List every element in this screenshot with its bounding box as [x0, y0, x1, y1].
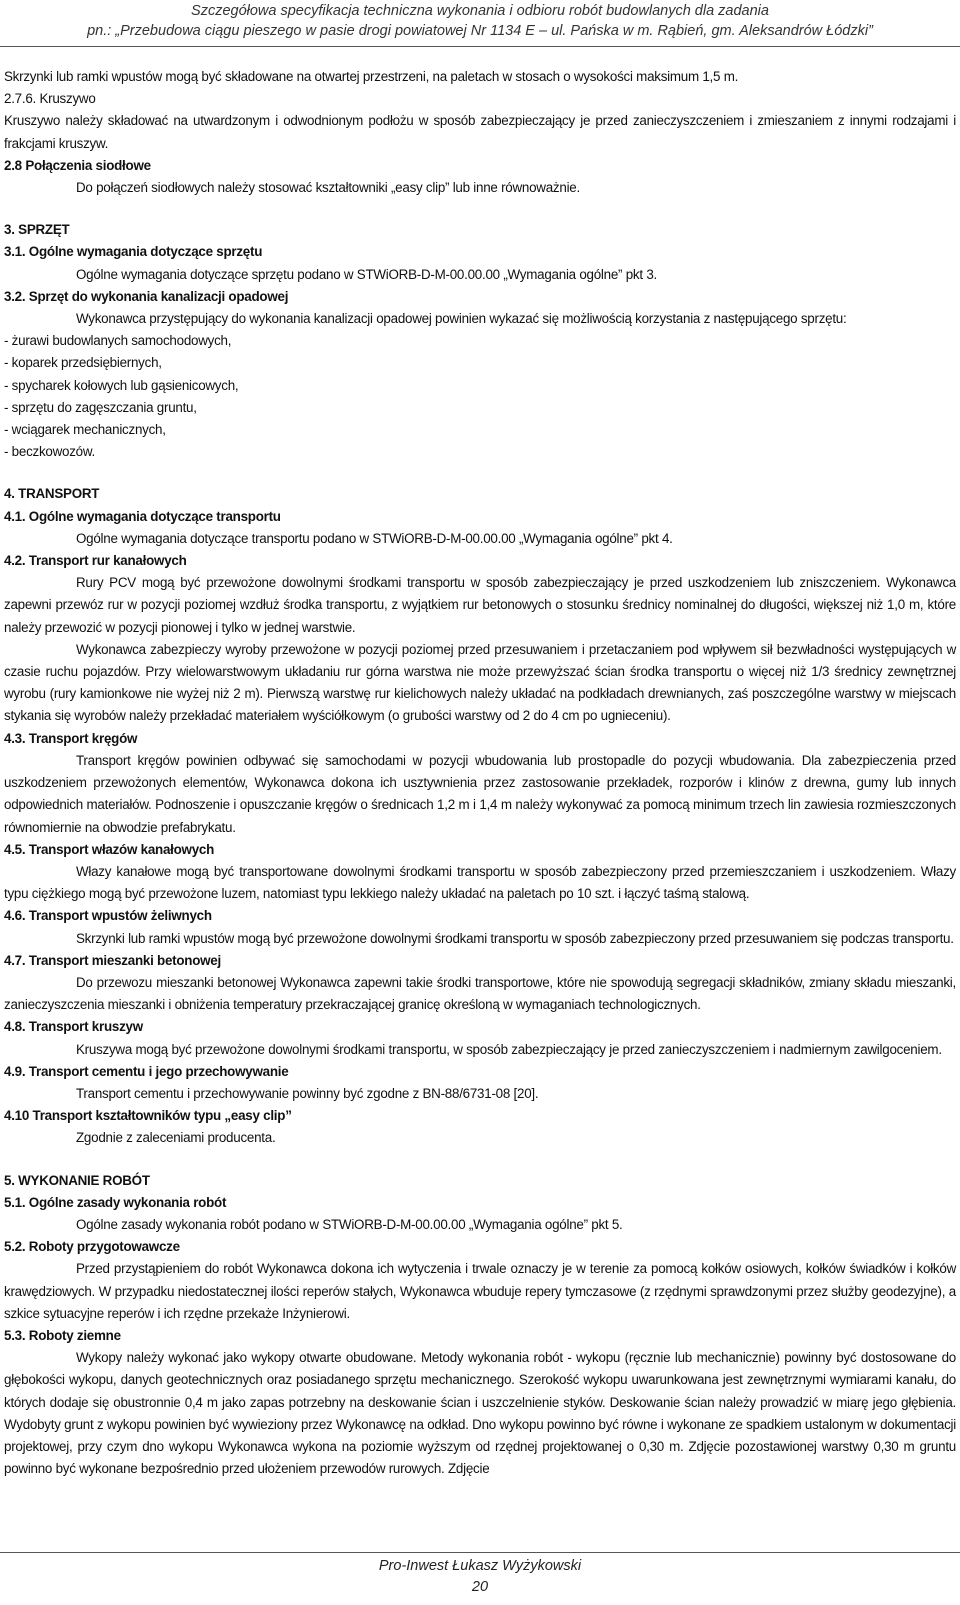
list-item: - beczkowozów.	[4, 444, 96, 460]
paragraph: Do przewozu mieszanki betonowej Wykonawca zapewni takie środki transportowe, które nie spowodują segregacji składników, zmiany składu mieszanki, zanieczyszczenia mieszanki i obniżenia temperatury przekraczającej granicę określoną w wymaganiach technologicznych.	[4, 974, 956, 1013]
spacer	[4, 1150, 956, 1170]
section-heading: 5.3. Roboty ziemne	[4, 1327, 121, 1343]
section-heading: 2.8 Połączenia siodłowe	[4, 157, 151, 173]
list-item: - sprzętu do zagęszczania gruntu,	[4, 399, 197, 415]
spacer	[4, 199, 956, 219]
paragraph: Włazy kanałowe mogą być transportowane dowolnymi środkami transportu w sposób zabezpieczony przed przemieszczaniem i uszkodzeniem. Włazy typu ciężkiego mogą być przewożone luzem, natomiast typu lekkiego należy układać na paletach po 10 szt. i łączyć taśmą stalową.	[4, 863, 956, 902]
section-heading: 4.10 Transport kształtowników typu „easy clip”	[4, 1108, 292, 1124]
list-item: - żurawi budowlanych samochodowych,	[4, 333, 232, 349]
section-heading: 4.5. Transport włazów kanałowych	[4, 841, 215, 857]
page-header	[0, 0, 960, 41]
paragraph: Rury PCV mogą być przewożone dowolnymi środkami transportu w sposób zabezpieczający je przed uszkodzeniem lub zniszczeniem. Wykonawca zapewni przewóz rur w pozycji poziomej wzdłuż środka transportu, z wyjątkiem rur betonowych o stosunku średnicy nominalnej do długości, większej niż 1,0 m, które należy przewozić w pozycji pionowej i tylko w jednej warstwie.	[4, 575, 956, 635]
section-heading: 5.1. Ogólne zasady wykonania robót	[4, 1194, 227, 1210]
section-heading: 4.9. Transport cementu i jego przechowywanie	[4, 1063, 289, 1079]
paragraph: Kruszywa mogą być przewożone dowolnymi środkami transportu, w sposób zabezpieczający je przed zanieczyszczeniem i nadmiernym zawilgoceniem.	[76, 1041, 942, 1057]
list-item: - koparek przedsiębiernych,	[4, 355, 162, 371]
page-number: 20	[471, 1579, 489, 1595]
paragraph: Wykonawca przystępujący do wykonania kanalizacji opadowej powinien wykazać się możliwością korzystania z następującego sprzętu:	[76, 311, 847, 327]
paragraph: Skrzynki lub ramki wpustów mogą być przewożone dowolnymi środkami transportu w sposób zabezpieczony przed przesuwaniem się podczas transportu.	[76, 930, 954, 946]
section-heading: 3.2. Sprzęt do wykonania kanalizacji opadowej	[4, 288, 289, 304]
paragraph: Transport cementu i przechowywanie powinny być zgodne z BN-88/6731-08 [20].	[76, 1085, 539, 1101]
paragraph: Do połączeń siodłowych należy stosować kształtowniki „easy clip” lub inne równoważnie.	[76, 180, 580, 196]
section-heading: 2.7.6. Kruszywo	[4, 91, 96, 107]
paragraph: Ogólne wymagania dotyczące sprzętu podano w STWiORB-D-M-00.00.00 „Wymagania ogólne” pkt 3.	[76, 266, 657, 282]
section-heading: 4.6. Transport wpustów żeliwnych	[4, 908, 212, 924]
paragraph: Transport kręgów powinien odbywać się samochodami w pozycji wbudowania lub prostopadle do pozycji wbudowania. Dla zabezpieczenia przed uszkodzeniem przewożonych elementów, Wykonawca dokona ich usztywnienia przez zastosowanie przekładek, rozporów i klinów z drewna, gumy lub innych odpowiednich materiałów. Podnoszenie i opuszczanie kręgów o średnicach 1,2 m i 1,4 m należy wykonywać za pomocą minimum trzech lin zawiesia rozmieszczonych równomiernie na obwodzie prefabrykatu.	[4, 752, 956, 835]
document-body	[4, 66, 956, 1480]
list-item: - wciągarek mechanicznych,	[4, 422, 166, 438]
section-heading: 4.8. Transport kruszyw	[4, 1019, 143, 1035]
footer-author: Pro-Inwest Łukasz Wyżykowski	[378, 1558, 582, 1574]
spacer	[4, 463, 956, 483]
paragraph: Wykopy należy wykonać jako wykopy otwarte obudowane. Metody wykonania robót - wykopu (ręcznie lub mechanicznie) powinny być dostosowane do głębokości wykopu, danych geotechnicznych oraz posiadanego sprzętu mechanicznego. Szerokość wykopu uwarunkowana jest zewnętrznymi wymiarami kanału, do których dodaje się obustronnie 0,4 m jako zapas potrzebny na deskowanie ścian i uszczelnienie styków. Deskowanie ścian należy prowadzić w miarę jego głębienia. Wydobyty grunt z wykopu powinien być wywieziony przez Wykonawcę na odkład. Dno wykopu powinno być równe i wykonane ze spadkiem ustalonym w dokumentacji projektowej, przy czym dno wykopu Wykonawca wykona na poziomie wyższym od rzędnej projektowanej o 0,30 m. Zdjęcie pozostawionej warstwy 0,30 m gruntu powinno być wykonane bezpośrednio przed ułożeniem przewodów rurowych. Zdjęcie	[4, 1350, 956, 1477]
chapter-heading: 4. TRANSPORT	[4, 486, 100, 502]
chapter-heading: 5. WYKONANIE ROBÓT	[4, 1172, 150, 1188]
list-item: - spycharek kołowych lub gąsienicowych,	[4, 377, 239, 393]
header-spec-title: Szczegółowa specyfikacja techniczna wykonania i odbioru robót budowlanych dla zadania	[191, 3, 769, 19]
header-divider	[0, 46, 960, 47]
section-heading: 3.1. Ogólne wymagania dotyczące sprzętu	[4, 244, 263, 260]
equipment-list	[4, 330, 956, 463]
chapter-heading: 3. SPRZĘT	[4, 222, 70, 238]
section-heading: 4.7. Transport mieszanki betonowej	[4, 952, 221, 968]
paragraph: Skrzynki lub ramki wpustów mogą być składowane na otwartej przestrzeni, na paletach w stosach o wysokości maksimum 1,5 m.	[4, 69, 739, 84]
paragraph: Przed przystąpieniem do robót Wykonawca dokona ich wytyczenia i trwale oznaczy je w terenie za pomocą kołków osiowych, kołków świadków i kołków krawędziowych. W przypadku niedostatecznej ilości reperów stałych, Wykonawca wbuduje repery tymczasowe (z rzędnymi sprawdzonymi przez służby geodezyjne), a szkice sytuacyjne reperów i ich rzędne przekaże Inżynierowi.	[4, 1261, 956, 1321]
paragraph: Ogólne wymagania dotyczące transportu podano w STWiORB-D-M-00.00.00 „Wymagania ogólne” pkt 4.	[76, 530, 673, 546]
paragraph: Wykonawca zabezpieczy wyroby przewożone w pozycji poziomej przed przesuwaniem i przetaczaniem pod wpływem sił bezwładności występujących w czasie ruchu pojazdów. Przy wielowarstwowym układaniu rur górna warstwa nie może przewyższać ścian środka transportu o więcej niż 1/3 średnicy zewnętrznej wyrobu (rury kamionkowe nie wyżej niż 2 m). Pierwszą warstwę rur kielichowych należy układać na podkładach drewnianych, zaś poszczególne warstwy w miejscach stykania się wyrobów należy przekładać materiałem wyściółkowym (o grubości warstwy od 2 do 4 cm po ugnieceniu).	[4, 641, 956, 724]
section-heading: 4.1. Ogólne wymagania dotyczące transportu	[4, 508, 281, 524]
section-heading: 4.2. Transport rur kanałowych	[4, 553, 187, 569]
footer-divider	[0, 1552, 960, 1553]
section-heading: 5.2. Roboty przygotowawcze	[4, 1239, 180, 1255]
header-task-title: pn.: „Przebudowa ciągu pieszego w pasie drogi powiatowej Nr 1134 E – ul. Pańska w m. Rąbień, gm. Aleksandrów Łódzki”	[87, 23, 873, 39]
paragraph: Kruszywo należy składować na utwardzonym i odwodnionym podłożu w sposób zabezpieczający je przed zanieczyszczeniem i zmieszaniem z innymi rodzajami i frakcjami kruszyw.	[4, 113, 956, 151]
page-footer	[0, 1556, 960, 1598]
section-heading: 4.3. Transport kręgów	[4, 730, 138, 746]
paragraph: Zgodnie z zaleceniami producenta.	[76, 1130, 276, 1146]
paragraph: Ogólne zasady wykonania robót podano w STWiORB-D-M-00.00.00 „Wymagania ogólne” pkt 5.	[76, 1216, 623, 1232]
